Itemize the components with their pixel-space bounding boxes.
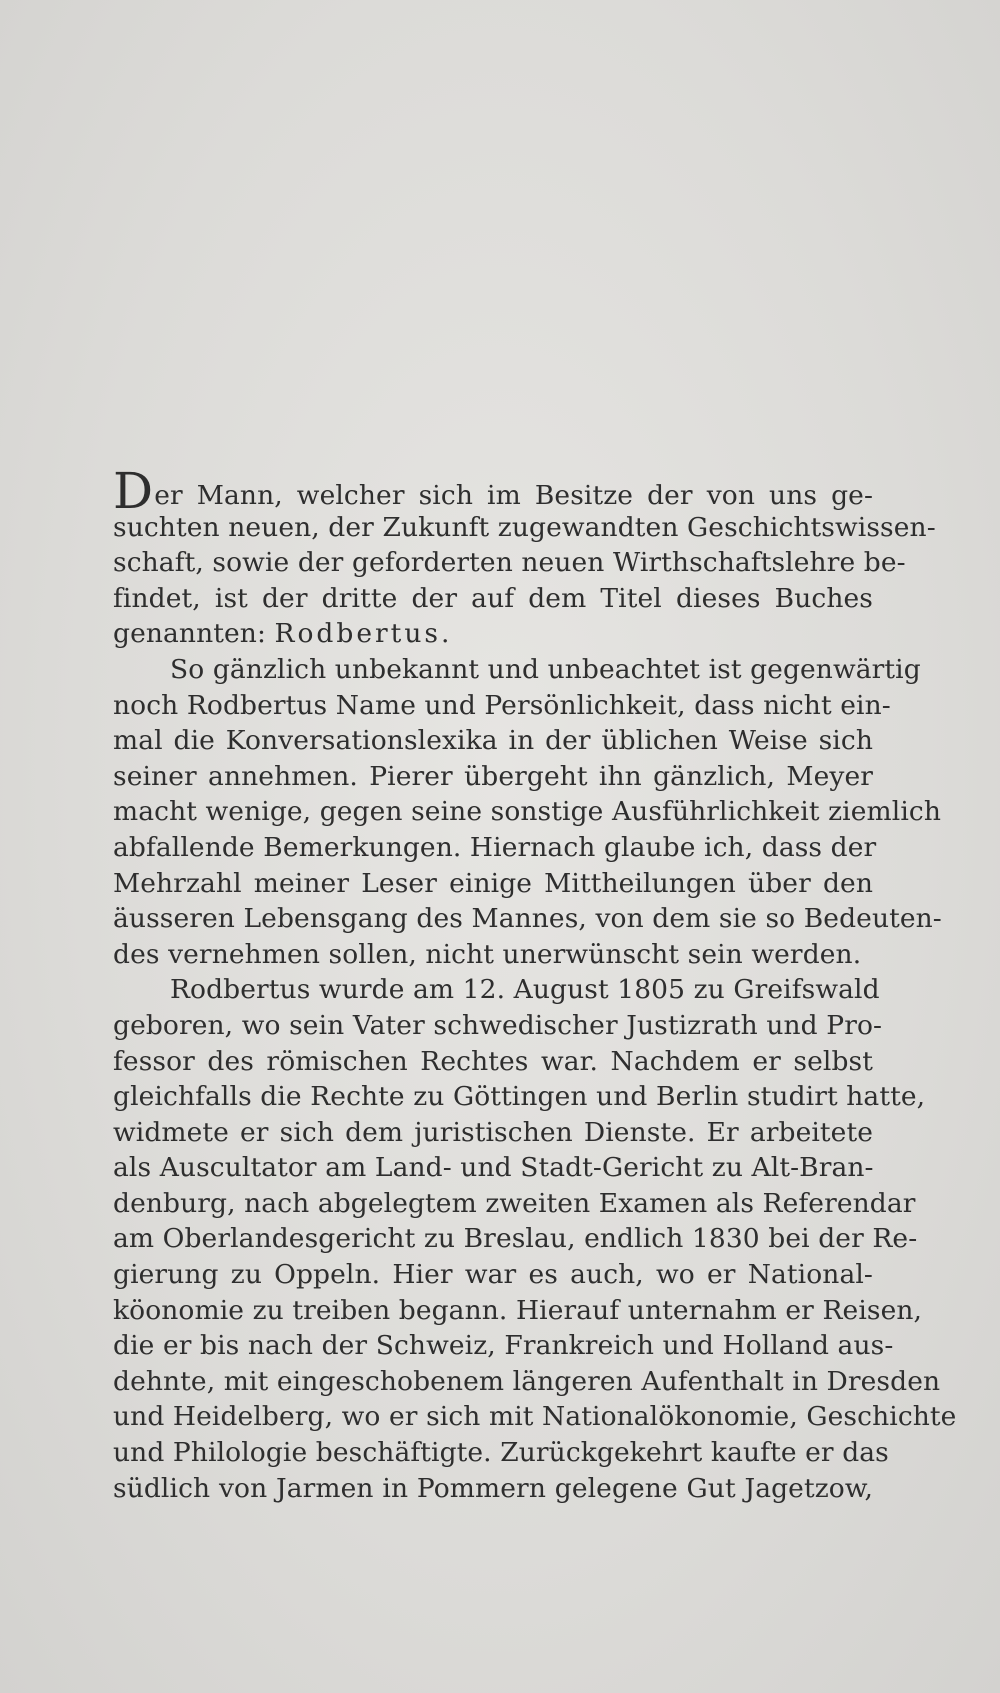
text-line: äusseren Lebensgang des Mannes, von dem sie so Bedeuten- xyxy=(113,903,942,935)
text-line: abfallende Bemerkungen. Hiernach glaube ich, dass der xyxy=(113,831,877,863)
text-line: dehnte, mit eingeschobenem längeren Aufenthalt in Dresden xyxy=(113,1365,941,1397)
text-line: gleichfalls die Rechte zu Göttingen und Berlin studirt hatte, xyxy=(113,1081,926,1113)
text-line: widmete er sich dem juristischen Dienste. Er arbeitete xyxy=(113,1116,873,1148)
text-line: noch Rodbertus Name und Persönlichkeit, dass nicht ein- xyxy=(113,689,891,721)
drop-cap-letter: D xyxy=(113,462,154,520)
text-line: fessor des römischen Rechtes war. Nachdem er selbst xyxy=(113,1045,873,1077)
text-line: So gänzlich unbekannt und unbeachtet ist gegenwärtig xyxy=(170,653,921,685)
text-line: und Heidelberg, wo er sich mit Nationalökonomie, Geschichte xyxy=(113,1401,957,1433)
text-line: denburg, nach abgelegtem zweiten Examen als Referendar xyxy=(113,1187,916,1219)
text-line: Rodbertus wurde am 12. August 1805 zu Greifswald xyxy=(170,974,880,1006)
paragraph-1 xyxy=(113,462,936,652)
text-line: Mehrzahl meiner Leser einige Mittheilungen über den xyxy=(113,867,873,899)
text-line: die er bis nach der Schweiz, Frankreich und Holland aus- xyxy=(113,1330,894,1362)
text-line: genannten: Rodbertus. xyxy=(113,618,453,650)
text-line: findet, ist der dritte der auf dem Titel dieses Buches xyxy=(113,582,873,614)
text-line: geboren, wo sein Vater schwedischer Justizrath und Pro- xyxy=(113,1009,883,1041)
text-line: schaft, sowie der geforderten neuen Wirthschaftslehre be- xyxy=(113,547,906,579)
text-line: macht wenige, gegen seine sonstige Ausführlichkeit ziemlich xyxy=(113,796,942,828)
text-line: suchten neuen, der Zukunft zugewandten Geschichtswissen- xyxy=(113,511,936,543)
text-line: köonomie zu treiben begann. Hierauf unternahm er Reisen, xyxy=(113,1294,923,1326)
paragraph-2 xyxy=(113,652,942,972)
text-line: gierung zu Oppeln. Hier war es auch, wo er National- xyxy=(113,1259,873,1291)
text-line: am Oberlandesgericht zu Breslau, endlich 1830 bei der Re- xyxy=(113,1223,918,1255)
text-line: seiner annehmen. Pierer übergeht ihn gänzlich, Meyer xyxy=(113,760,873,792)
body-text xyxy=(113,462,957,1506)
paragraph-3 xyxy=(113,972,957,1506)
text-line: Der Mann, welcher sich im Besitze der von uns ge- xyxy=(113,462,873,520)
spaced-name: Rodbertus. xyxy=(274,618,453,650)
text-line: mal die Konversationslexika in der üblichen Weise sich xyxy=(113,725,873,757)
text-line: des vernehmen sollen, nicht unerwünscht sein werden. xyxy=(113,938,862,970)
text-line: als Auscultator am Land- und Stadt-Gericht zu Alt-Bran- xyxy=(113,1152,874,1184)
text-line: und Philologie beschäftigte. Zurückgekehrt kaufte er das xyxy=(113,1437,889,1469)
text-line: südlich von Jarmen in Pommern gelegene Gut Jagetzow, xyxy=(113,1472,873,1504)
